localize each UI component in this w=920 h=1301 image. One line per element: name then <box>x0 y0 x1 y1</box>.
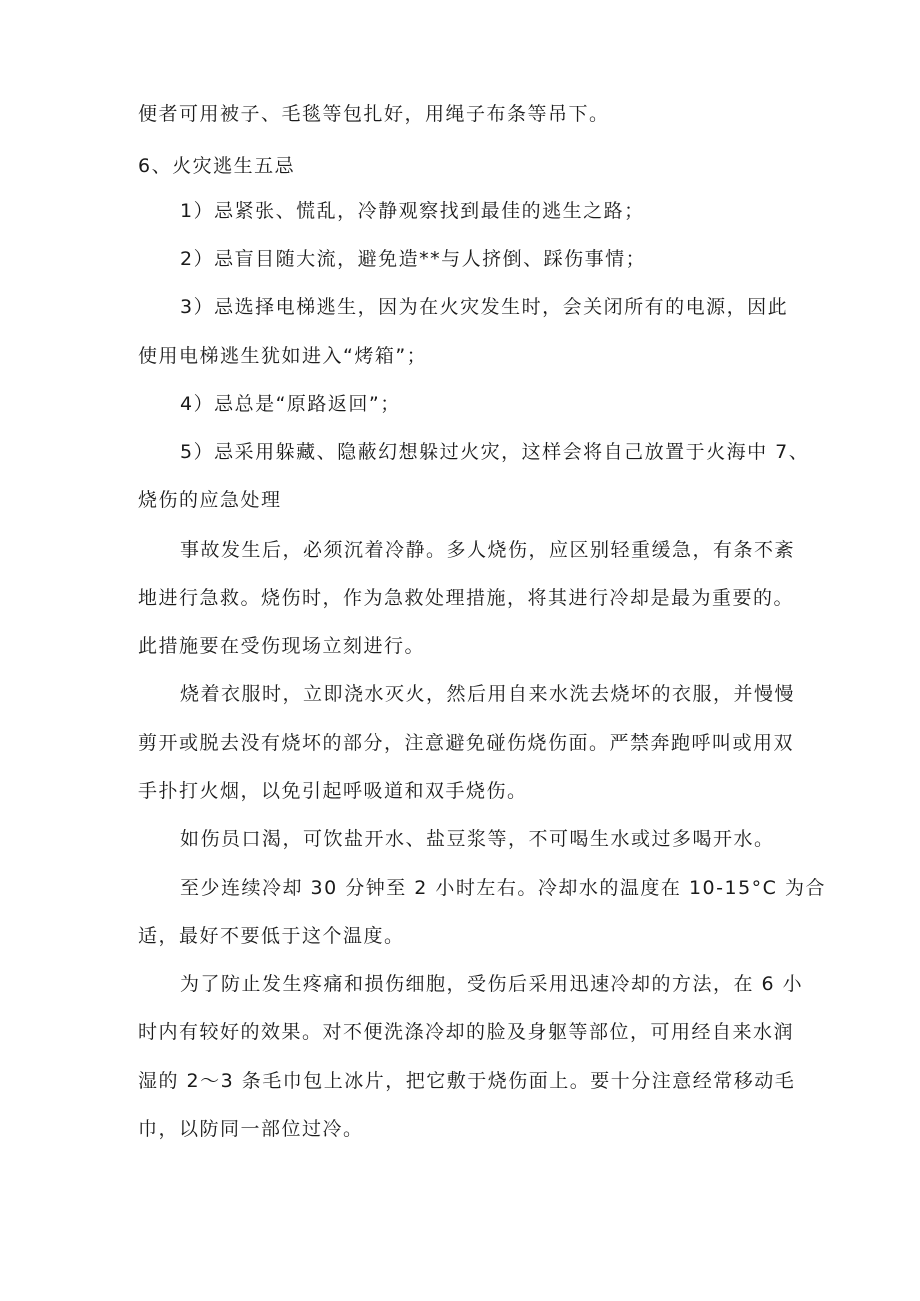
section-heading-fire-escape-taboos: 6、火灾逃生五忌 <box>138 155 296 177</box>
paragraph-4-line-1: 至少连续冷却 30 分钟至 2 小时左右。冷却水的温度在 10-15°C 为合 <box>180 877 826 899</box>
paragraph-3-line-1: 如伤员口渴，可饮盐开水、盐豆浆等，不可喝生水或过多喝开水。 <box>180 828 775 850</box>
taboo-item-3: 3）忌选择电梯逃生，因为在火灾发生时，会关闭所有的电源，因此 <box>180 296 789 318</box>
paragraph-5-line-1: 为了防止发生疼痛和损伤细胞，受伤后采用迅速冷却的方法，在 6 小 <box>180 973 804 995</box>
paragraph-4-line-2: 适，最好不要低于这个温度。 <box>138 925 405 947</box>
section-heading-burn-emergency: 烧伤的应急处理 <box>138 489 282 511</box>
paragraph-1-line-2: 地进行急救。烧伤时，作为急救处理措施，将其进行冷却是最为重要的。 <box>138 587 795 609</box>
paragraph-2-line-1: 烧着衣服时，立即浇水灭火，然后用自来水洗去烧坏的衣服，并慢慢 <box>180 683 796 705</box>
paragraph-5-line-4: 巾，以防同一部位过冷。 <box>138 1118 364 1140</box>
taboo-item-5: 5）忌采用躲藏、隐蔽幻想躲过火灾，这样会将自己放置于火海中 7、 <box>180 441 810 463</box>
paragraph-1-line-1: 事故发生后，必须沉着冷静。多人烧伤，应区别轻重缓急，有条不紊 <box>180 539 796 561</box>
paragraph-2-line-2: 剪开或脱去没有烧坏的部分，注意避免碰伤烧伤面。严禁奔跑呼叫或用双 <box>138 732 795 754</box>
paragraph-2-line-3: 手扑打火烟，以免引起呼吸道和双手烧伤。 <box>138 780 528 802</box>
paragraph-1-line-3: 此措施要在受伤现场立刻进行。 <box>138 635 426 657</box>
taboo-item-1: 1）忌紧张、慌乱，冷静观察找到最佳的逃生之路； <box>180 200 645 222</box>
paragraph-5-line-2: 时内有较好的效果。对不便洗涤冷却的脸及身躯等部位，可用经自来水润 <box>138 1021 795 1043</box>
text-line-continuation: 便者可用被子、毛毯等包扎好，用绳子布条等吊下。 <box>138 103 610 125</box>
taboo-item-2: 2）忌盲目随大流，避免造**与人挤倒、踩伤事情； <box>180 248 647 270</box>
paragraph-5-line-3: 湿的 2～3 条毛巾包上冰片，把它敷于烧伤面上。要十分注意经常移动毛 <box>138 1070 796 1092</box>
taboo-item-4: 4）忌总是“原路返回”； <box>180 393 401 415</box>
taboo-item-3-continuation: 使用电梯逃生犹如进入“烤箱”； <box>138 345 428 367</box>
